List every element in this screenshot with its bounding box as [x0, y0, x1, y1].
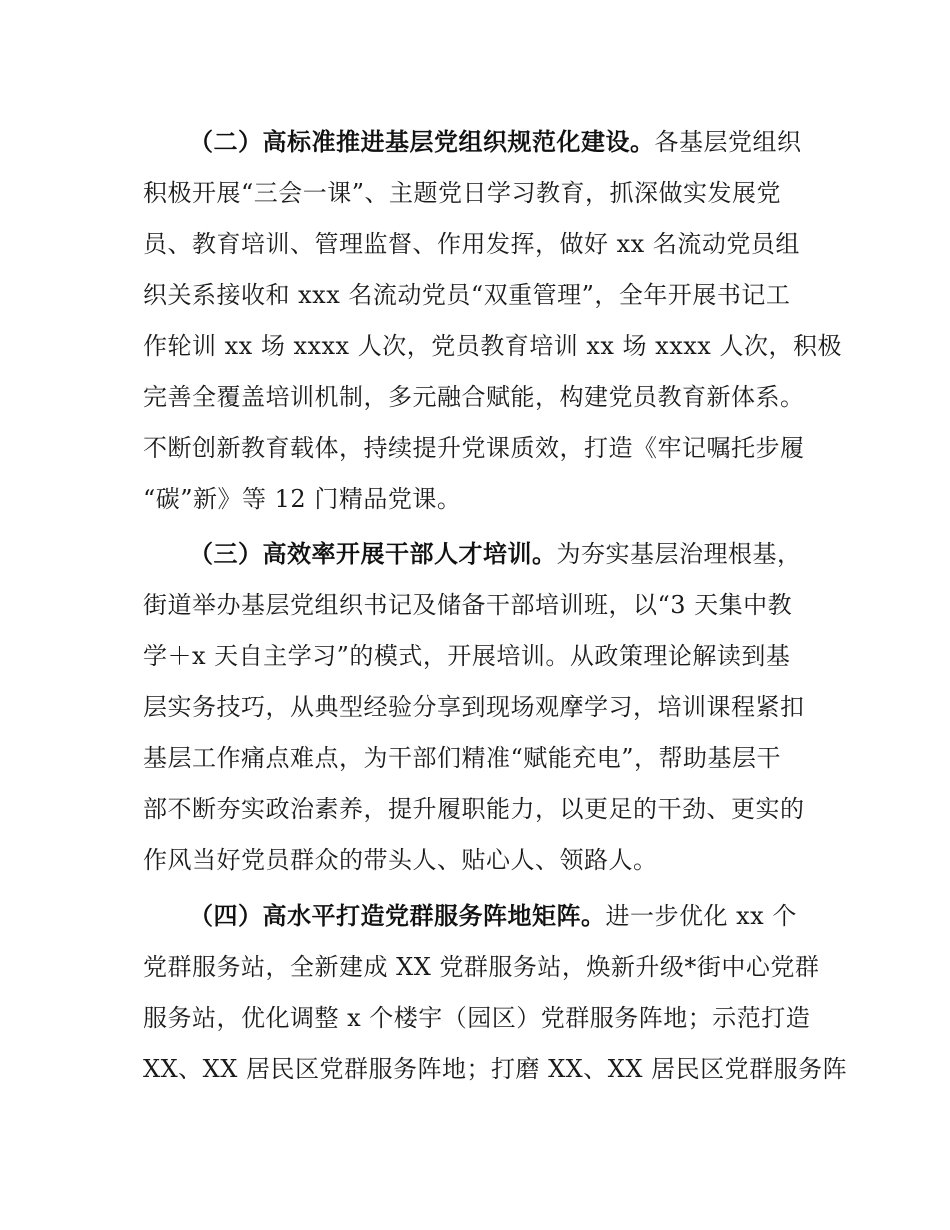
paragraph-2-line-3: 员、教育培训、管理监督、作用发挥，做好 xx 名流动党员组: [143, 230, 800, 258]
paragraph-4-line-2: 党群服务站，全新建成 XX 党群服务站，焕新升级*街中心党群: [143, 953, 820, 981]
paragraph-3-line-3: 学＋x 天自主学习”的模式，开展培训。从政策理论解读到基: [143, 642, 791, 670]
paragraph-2-line-6: 完善全覆盖培训机制，多元融合赋能，构建党员教育新体系。: [143, 383, 805, 411]
paragraph-3-line-5: 基层工作痛点难点，为干部们精准“赋能充电”，帮助基层干: [143, 744, 782, 772]
paragraph-4-text: 进一步优化 xx 个: [605, 902, 797, 930]
paragraph-2-heading: （二）高标准推进基层党组织规范化建设。: [189, 128, 655, 156]
paragraph-2-line-7: 不断创新教育载体，持续提升党课质效，打造《牢记嘱托步履: [143, 434, 805, 462]
paragraph-2-line-1: [189, 126, 829, 158]
paragraph-3-heading: （三）高效率开展干部人才培训。: [189, 540, 557, 568]
paragraph-4-line-4: XX、XX 居民区党群服务阵地；打磨 XX、XX 居民区党群服务阵: [143, 1055, 848, 1083]
paragraph-4-heading: （四）高水平打造党群服务阵地矩阵。: [189, 902, 606, 930]
paragraph-3-line-2: 街道举办基层党组织书记及储备干部培训班，以“3 天集中教: [143, 591, 793, 619]
paragraph-3-line-1: [189, 538, 829, 570]
paragraph-3-text: 为夯实基层治理根基，: [556, 540, 802, 568]
paragraph-4-line-3: 服务站，优化调整 x 个楼宇（园区）党群服务阵地；示范打造: [143, 1004, 811, 1032]
paragraph-2-text: 各基层党组织: [654, 128, 802, 156]
paragraph-2-line-8: “碳”新》等 12 门精品党课。: [143, 485, 462, 513]
paragraph-4-line-1: [189, 900, 829, 932]
paragraph-2-line-4: 织关系接收和 xxx 名流动党员“双重管理”，全年开展书记工: [143, 281, 791, 309]
paragraph-3-line-6: 部不断夯实政治素养，提升履职能力，以更足的干劲、更实的: [143, 795, 805, 823]
paragraph-3-line-7: 作风当好党员群众的带头人、贴心人、领路人。: [143, 846, 658, 874]
paragraph-2-line-5: 作轮训 xx 场 xxxx 人次，党员教育培训 xx 场 xxxx 人次，积极: [143, 332, 842, 360]
paragraph-2-line-2: 积极开展“三会一课”、主题党日学习教育，抓深做实发展党: [143, 179, 782, 207]
paragraph-3-line-4: 层实务技巧，从典型经验分享到现场观摩学习，培训课程紧扣: [143, 693, 805, 721]
